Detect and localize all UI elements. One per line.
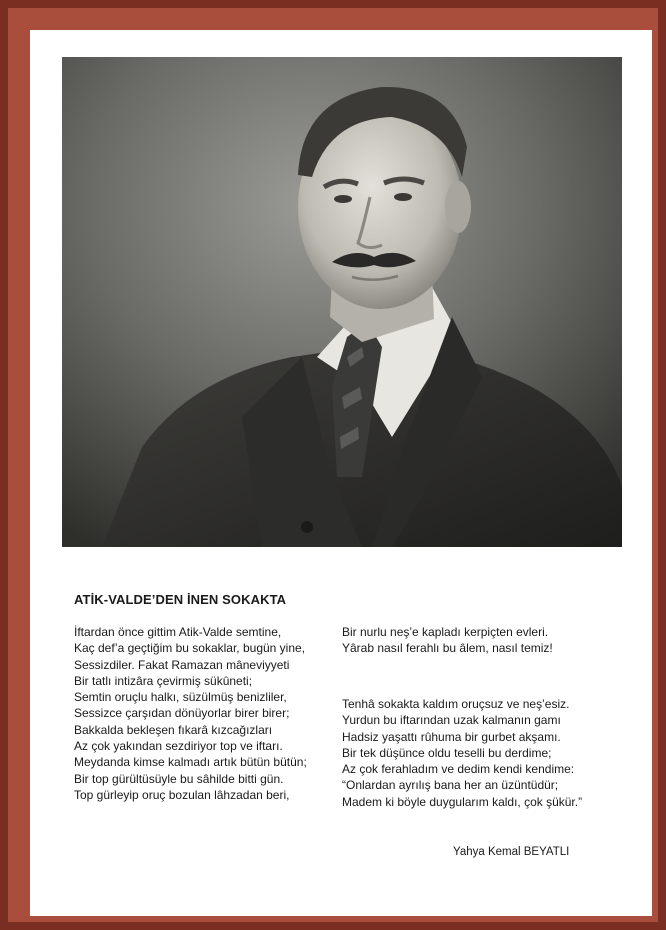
poem-line: Meydanda kimse kalmadı artık bütün bütün; xyxy=(74,755,307,770)
poem-line: Bakkalda bekleşen fıkarâ kızcağızları xyxy=(74,722,273,737)
poem-right-column-top xyxy=(342,624,553,657)
author-signature: Yahya Kemal BEYATLI xyxy=(453,846,570,858)
poem-title: ATİK-VALDE’DEN İNEN SOKAKTA xyxy=(74,592,287,607)
poem-line: Sessizdiler. Fakat Ramazan mâneviyyeti xyxy=(74,657,290,672)
page xyxy=(30,30,652,916)
poem-left-column xyxy=(74,624,307,803)
poem-line: Semtin oruçlu halkı, süzülmüş benizliler, xyxy=(74,690,287,705)
poem-line: Bir nurlu neş’e kapladı kerpiçten evleri. xyxy=(342,625,549,639)
poem-line: Bir top gürültüsüyle bu sâhilde bitti gün. xyxy=(74,771,284,786)
poem-line: Bir tek düşünce oldu teselli bu derdime; xyxy=(342,745,552,760)
poem-line: Yârab nasıl ferahlı bu âlem, nasıl temiz! xyxy=(342,641,553,656)
poem-line: Hadsiz yaşattı rûhuma bir gurbet akşamı. xyxy=(342,729,561,744)
poem-line: Az çok yakından sezdiriyor top ve iftarı. xyxy=(74,739,283,754)
outer-frame xyxy=(8,8,658,922)
poem-line: Top gürleyip oruç bozulan lâhzadan beri, xyxy=(74,787,290,802)
poem-line: Tenhâ sokakta kaldım oruçsuz ve neş’esiz. xyxy=(342,697,570,711)
poem-line: Sessizce çarşıdan dönüyorlar birer birer; xyxy=(74,706,290,721)
portrait-photo xyxy=(62,57,622,547)
poem-line: Kaç def’a geçtiğim bu sokaklar, bugün yine, xyxy=(74,641,306,656)
poem-line: Madem ki böyle duygularım kaldı, çok şükür.” xyxy=(342,794,583,809)
poem-line: Yurdun bu iftarından uzak kalmanın gamı xyxy=(342,713,561,728)
poem-line: Az çok ferahladım ve dedim kendi kendime: xyxy=(342,762,575,777)
poem-line: İftardan önce gittim Atik-Valde semtine, xyxy=(74,625,282,639)
poem-right-column-bottom xyxy=(342,696,582,810)
poem-line: Bir tatlı intizâra çevirmiş sükûneti; xyxy=(74,673,253,688)
poem-line: “Onlardan ayrılış bana her an üzüntüdür; xyxy=(342,778,559,793)
